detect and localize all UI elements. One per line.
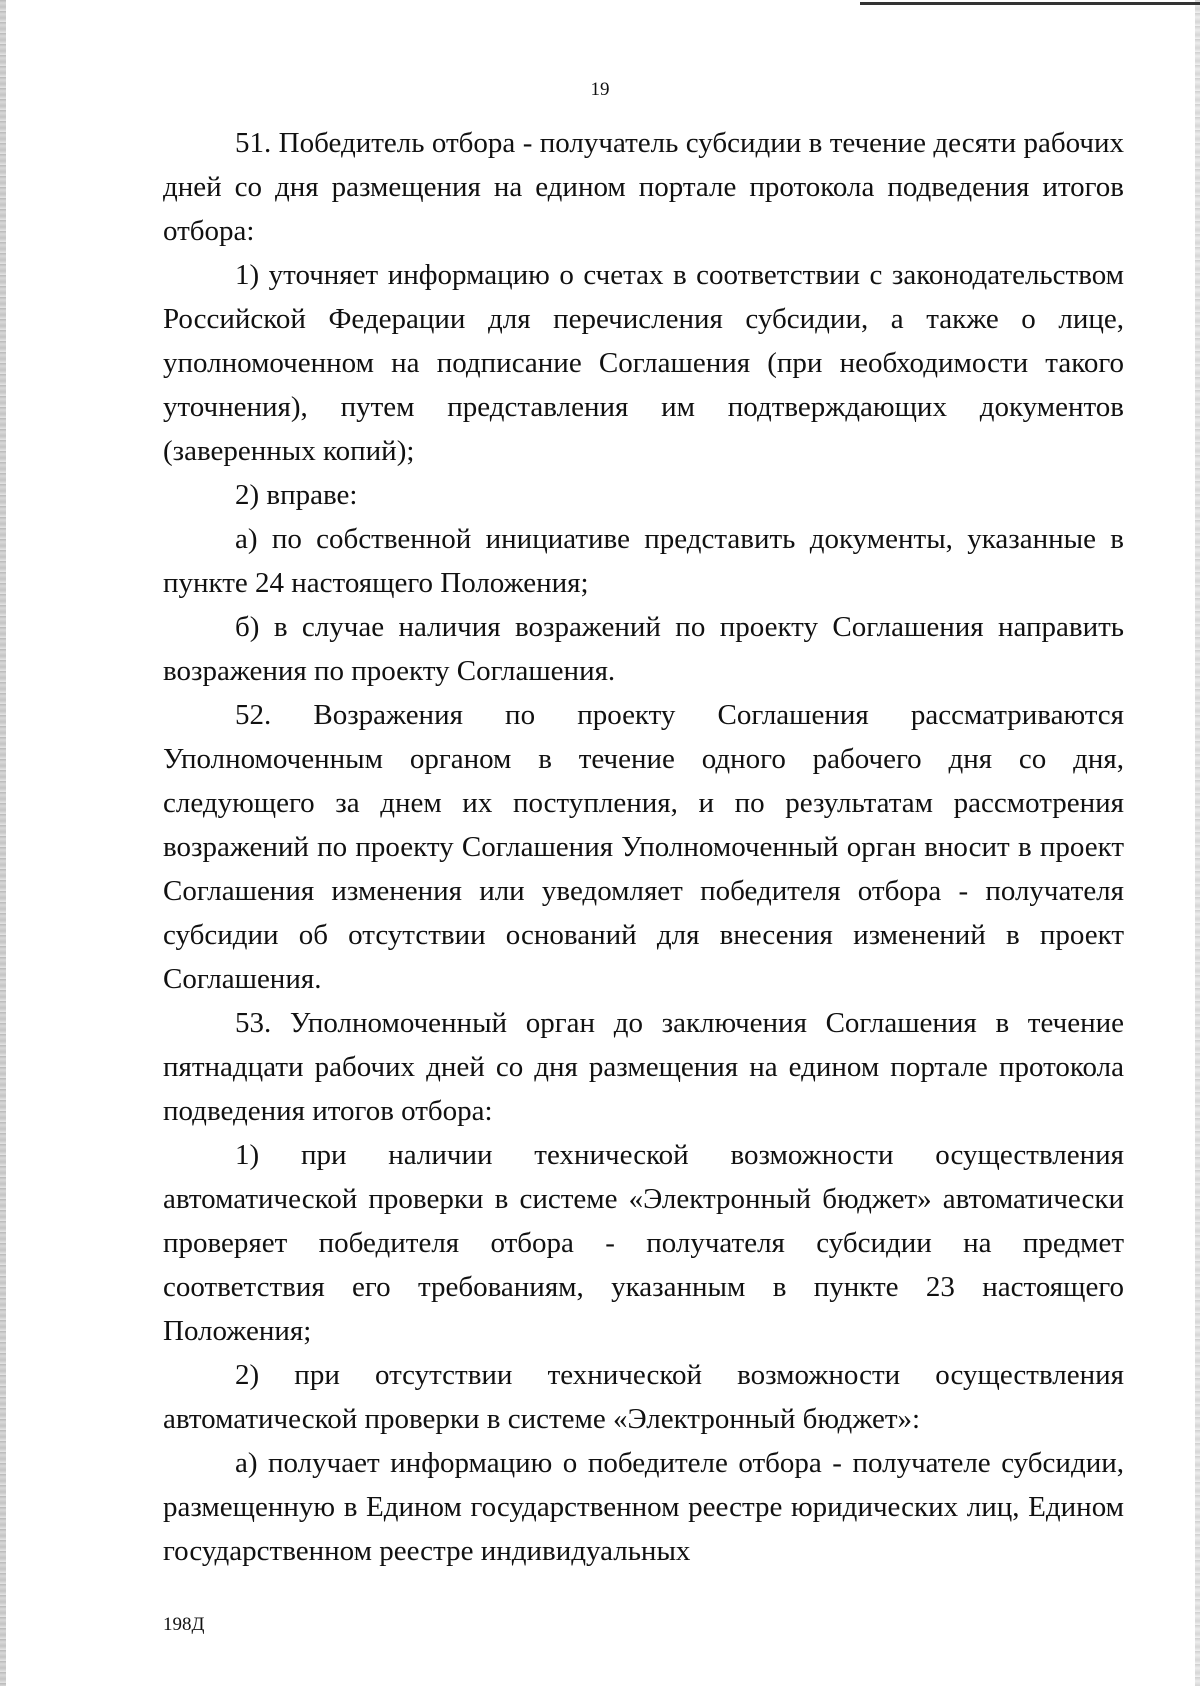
paragraph-53-item-1: 1) при наличии технической возможности осуществления автоматической проверки в системе «Электронный бюджет» автоматически проверяет победителя отбора - получателя субсидии на предмет соответствия его требованиям, указанным в пункте 23 настоящего Положения;: [163, 1139, 1124, 1347]
scan-top-line: [860, 2, 1200, 5]
paragraph-51-item-2a: а) по собственной инициативе представить документы, указанные в пункте 24 настоящего Положения;: [163, 523, 1124, 599]
paragraph-53-item-2: 2) при отсутствии технической возможности осуществления автоматической проверки в системе «Электронный бюджет»:: [163, 1359, 1124, 1435]
document-body: [163, 121, 1124, 1573]
page-number: 19: [590, 79, 610, 100]
paragraph-51-item-2b: б) в случае наличия возражений по проекту Соглашения направить возражения по проекту Соглашения.: [163, 611, 1124, 687]
paragraph-53: 53. Уполномоченный орган до заключения Соглашения в течение пятнадцати рабочих дней со дня размещения на едином портале протокола подведения итогов отбора:: [163, 1007, 1124, 1127]
paragraph-52: 52. Возражения по проекту Соглашения рассматриваются Уполномоченным органом в течение одного рабочего дня со дня, следующего за днем их поступления, и по результатам рассмотрения возражений по проекту Соглашения Уполномоченный орган вносит в проект Соглашения изменения или уведомляет победителя отбора - получателя субсидии об отсутствии оснований для внесения изменений в проект Соглашения.: [163, 699, 1124, 995]
document-code: 198Д: [163, 1614, 205, 1635]
paragraph-51-item-1: 1) уточняет информацию о счетах в соответствии с законодательством Российской Федерации для перечисления субсидии, а также о лице, уполномоченном на подписание Соглашения (при необходимости такого уточнения), путем представления им подтверждающих документов (заверенных копий);: [163, 259, 1124, 467]
paragraph-51: 51. Победитель отбора - получатель субсидии в течение десяти рабочих дней со дня размещения на едином портале протокола подведения итогов отбора:: [163, 127, 1124, 247]
scan-edge-left: [0, 0, 6, 1686]
paragraph-53-item-2a: а) получает информацию о победителе отбора - получателе субсидии, размещенную в Едином государственном реестре юридических лиц, Едином государственном реестре индивидуальных: [163, 1447, 1124, 1567]
scan-edge-right: [1195, 0, 1200, 1686]
paragraph-51-item-2: 2) вправе:: [235, 479, 358, 511]
